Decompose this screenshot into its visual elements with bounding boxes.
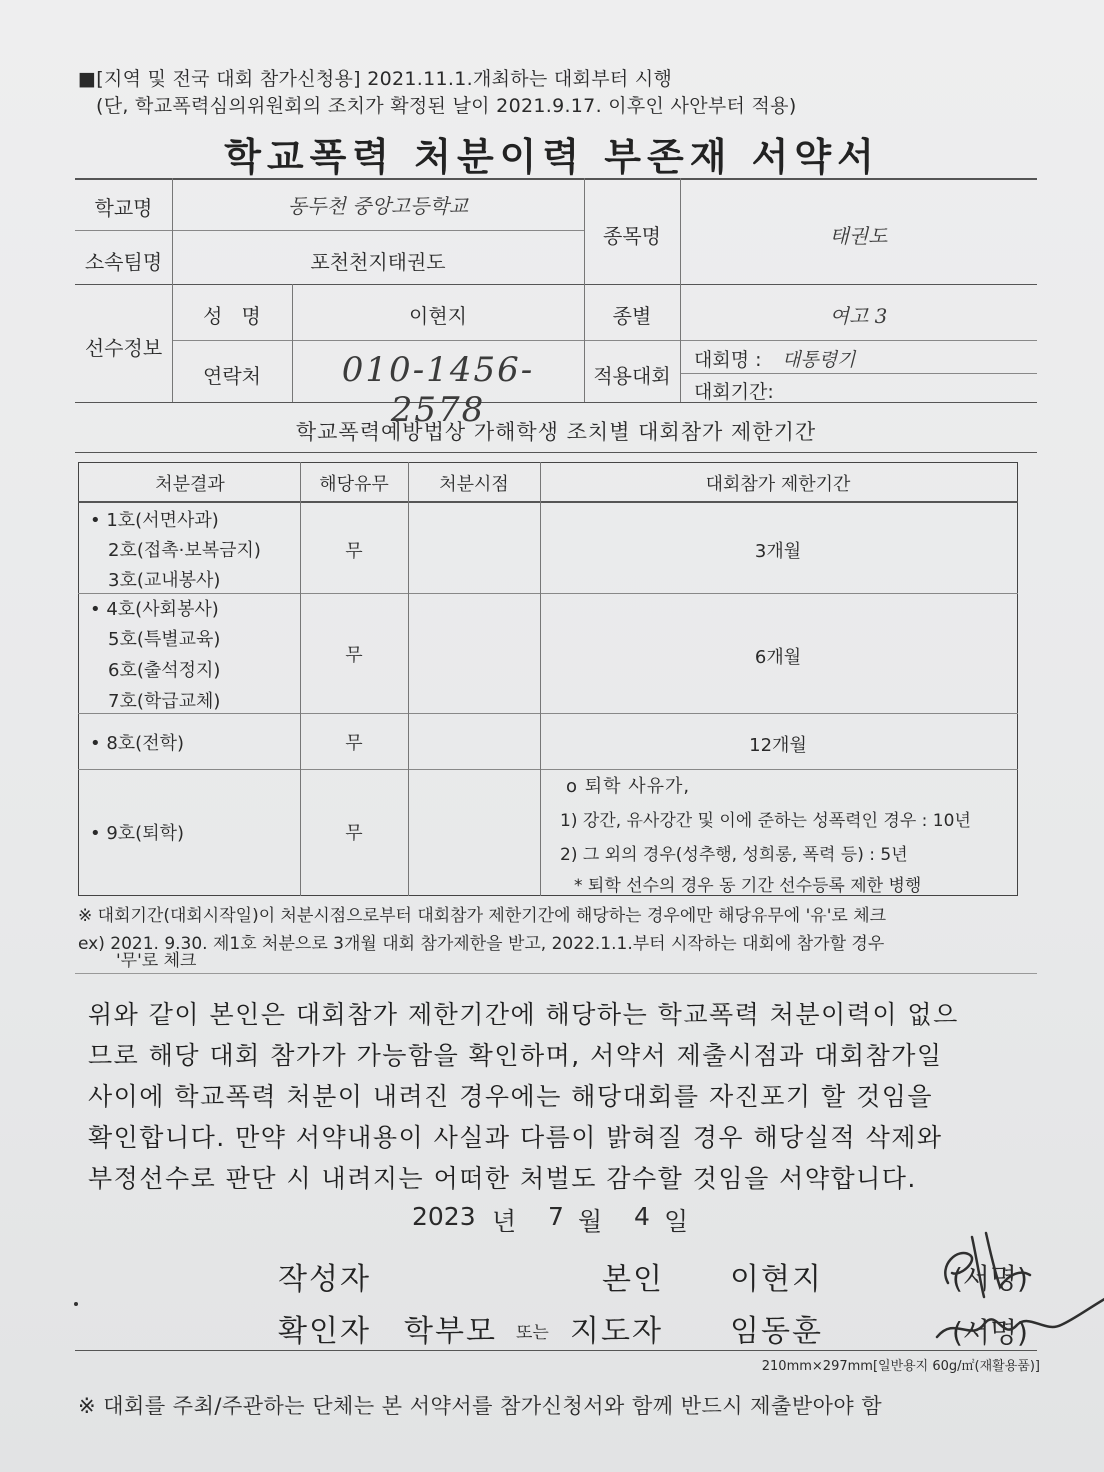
sanction-item: • 8호(전학) xyxy=(90,733,184,754)
note-check: ※ 대회기간(대회시작일)이 처분시점으로부터 대회참가 제한기간에 해당하는 경우에만 해당유무에 '유'로 체크 xyxy=(78,906,887,926)
sanction-item: 7호(학급교체) xyxy=(108,691,221,712)
info-rule xyxy=(172,340,1037,341)
confirmer-label: 확인자 xyxy=(278,1314,371,1349)
info-divider xyxy=(680,178,681,402)
confirmer-role-parent: 학부모 xyxy=(404,1314,497,1349)
applicable-value: 무 xyxy=(345,733,363,754)
info-rule xyxy=(680,373,1037,374)
header-line-2: (단, 학교폭력심의위원회의 조치가 확정된 날이 2021.9.17. 이후인 사안부터 적용) xyxy=(96,95,797,117)
sanction-item: 6호(출석정지) xyxy=(108,660,221,681)
document-title: 학교폭력 처분이력 부존재 서약서 xyxy=(224,135,880,179)
restriction-period: 6개월 xyxy=(754,647,802,668)
confirmer-or: 또는 xyxy=(516,1323,549,1343)
pledge-line: 므로 해당 대회 참가가 가능함을 확인하며, 서약서 제출시점과 대회참가일 xyxy=(88,1041,943,1070)
info-rule xyxy=(75,452,1037,453)
sanction-item: • 9호(퇴학) xyxy=(90,823,184,844)
table-col-divider xyxy=(408,462,409,896)
event-label: 종목명 xyxy=(603,224,661,248)
writer-label: 작성자 xyxy=(278,1262,371,1297)
writer-sign-label: (서명) xyxy=(952,1262,1028,1295)
paper-spec: 210mm×297mm[일반용지 60g/㎡(재활용품)] xyxy=(761,1359,1040,1374)
confirmer-sign-label: (서명) xyxy=(952,1316,1028,1349)
col-header-time: 처분시점 xyxy=(439,474,509,495)
date-month: 7 xyxy=(548,1202,564,1231)
sanction-item: • 4호(사회봉사) xyxy=(90,599,219,620)
pledge-line: 확인합니다. 만약 서약내용이 사실과 다름이 밝혀질 경우 해당실적 삭제와 xyxy=(88,1123,943,1152)
event-value: 태권도 xyxy=(829,224,888,248)
sanction-item: 3호(교내봉사) xyxy=(108,570,221,591)
comp-name-value: 대통령기 xyxy=(782,349,856,371)
footer-note: ※ 대회를 주최/주관하는 단체는 본 서약서를 참가신청서와 함께 반드시 제출받아야 함 xyxy=(78,1394,883,1418)
col-header-result: 처분결과 xyxy=(155,474,225,495)
comp-period-label: 대회기간: xyxy=(694,381,774,403)
confirmer-signature-mark xyxy=(925,1285,1104,1355)
pledge-line: 사이에 학교폭력 처분이 내려진 경우에는 해당대회를 자진포기 할 것임을 xyxy=(88,1082,934,1111)
comp-name-label: 대회명 : xyxy=(694,349,762,371)
team-label: 소속팀명 xyxy=(84,250,163,274)
restriction-period: 12개월 xyxy=(749,735,807,756)
col-header-applicable: 해당유무 xyxy=(319,474,389,495)
pledge-line: 부정선수로 판단 시 내려지는 어떠한 처벌도 감수할 것임을 서약합니다. xyxy=(88,1164,917,1193)
sanction-item: 2호(접촉·보복금지) xyxy=(108,540,261,561)
table-row-rule xyxy=(78,713,1018,714)
category-label: 종별 xyxy=(612,304,652,328)
info-rule xyxy=(75,230,585,231)
contact-value: 010-1456-2578 xyxy=(341,350,535,430)
date-year-unit: 년 xyxy=(492,1207,517,1236)
speck xyxy=(74,1302,78,1306)
restriction-period: 3개월 xyxy=(754,541,802,562)
table-col-divider xyxy=(540,462,541,896)
confirmer-role-coach: 지도자 xyxy=(570,1314,663,1349)
applied-comp-label: 적용대회 xyxy=(593,364,671,388)
note-example-cont: '무'로 체크 xyxy=(116,951,197,971)
col-header-period: 대회참가 제한기간 xyxy=(705,474,851,495)
table-header-rule xyxy=(78,501,1018,503)
team-value: 포천천지태권도 xyxy=(310,250,446,274)
signature-bottom-rule xyxy=(75,1350,1037,1351)
header-line-1: ■[지역 및 전국 대회 참가신청용] 2021.11.1.개최하는 대회부터 시행 xyxy=(78,68,673,90)
pledge-line: 위와 같이 본인은 대회참가 제한기간에 해당하는 학교폭력 처분이력이 없으 xyxy=(88,1000,959,1029)
player-info-label: 선수정보 xyxy=(84,336,163,360)
expulsion-note: o 퇴학 사유가, xyxy=(566,776,691,797)
contact-label: 연락처 xyxy=(203,364,261,388)
expulsion-note: * 퇴학 선수의 경우 동 기간 선수등록 제한 병행 xyxy=(574,876,922,896)
category-value: 여고 3 xyxy=(829,304,888,328)
applicable-value: 무 xyxy=(345,541,363,562)
expulsion-note: 2) 그 외의 경우(성추행, 성희롱, 폭력 등) : 5년 xyxy=(560,845,908,865)
date-day-unit: 일 xyxy=(664,1207,689,1236)
name-label: 성 명 xyxy=(203,304,261,328)
writer-name: 이현지 xyxy=(730,1262,823,1297)
school-value: 동두천 중앙고등학교 xyxy=(287,194,469,218)
school-label: 학교명 xyxy=(94,196,153,220)
notes-rule xyxy=(75,973,1037,974)
applicable-value: 무 xyxy=(345,823,363,844)
name-value: 이현지 xyxy=(409,304,467,328)
expulsion-note: 1) 강간, 유사강간 및 이에 준하는 성폭력인 경우 : 10년 xyxy=(560,811,971,831)
applicable-value: 무 xyxy=(345,645,363,666)
confirmer-name: 임동훈 xyxy=(730,1314,823,1349)
info-top-rule xyxy=(75,178,1037,180)
date-year: 2023 xyxy=(412,1202,476,1231)
sanction-item: • 1호(서면사과) xyxy=(90,510,219,531)
table-row-rule xyxy=(78,593,1018,594)
sanction-item: 5호(특별교육) xyxy=(108,629,221,650)
note-example: ex) 2021. 9.30. 제1호 처분으로 3개월 대회 참가제한을 받고, 2022.1.1.부터 시작하는 대회에 참가할 경우 xyxy=(78,934,885,954)
table-row-rule xyxy=(78,769,1018,770)
section-title: 학교폭력예방법상 가해학생 조치별 대회참가 제한기간 xyxy=(295,420,817,444)
writer-role: 본인 xyxy=(602,1262,664,1297)
date-month-unit: 월 xyxy=(578,1207,603,1236)
info-rule xyxy=(75,284,1037,285)
date-day: 4 xyxy=(634,1202,650,1231)
